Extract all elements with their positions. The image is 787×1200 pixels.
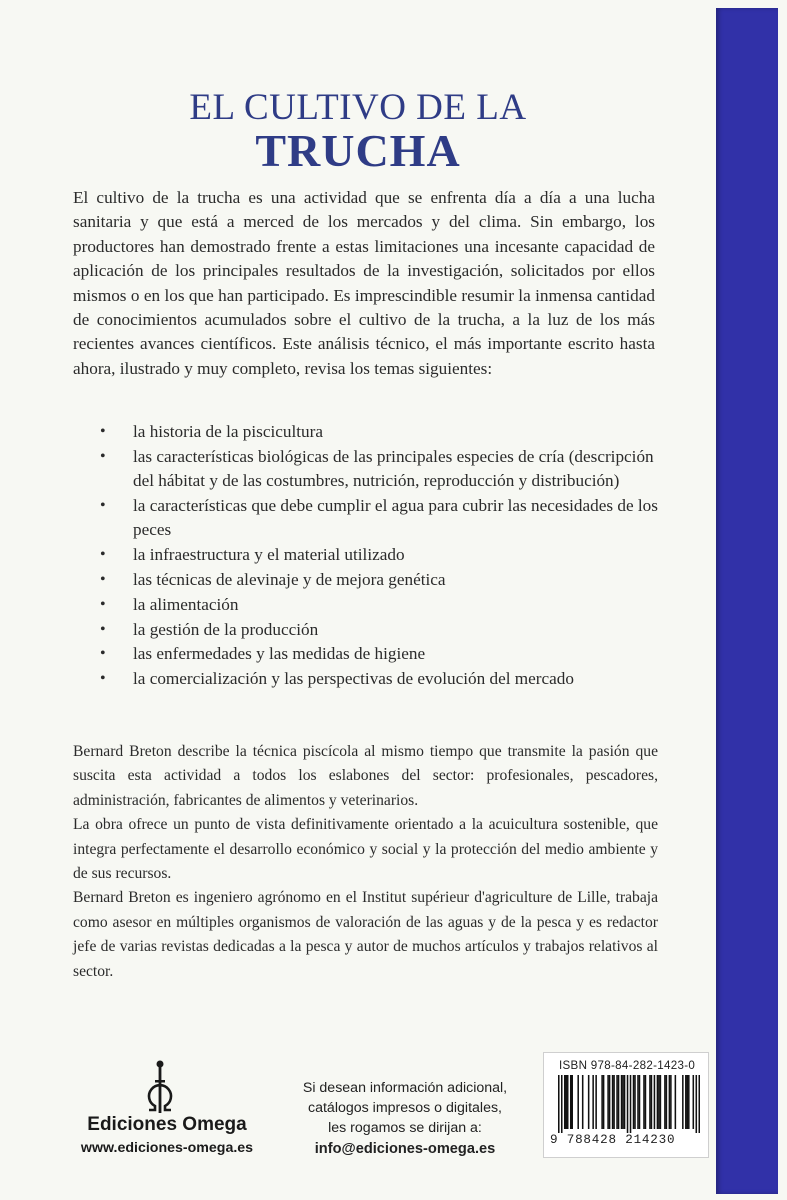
- barcode-bar: [577, 1075, 579, 1129]
- barcode-bar: [657, 1075, 659, 1129]
- topic-text: la alimentación: [133, 594, 239, 614]
- barcode-bar: [693, 1075, 695, 1129]
- barcode-bar: [685, 1075, 687, 1129]
- barcode-digits: 9 788428 214230: [550, 1133, 676, 1147]
- description-paragraph: La obra ofrece un punto de vista definitivamente orientado a la acuicultura sostenible, que integra perfectamente el desarrollo económico y social y la protección del medio ambiente y de sus recursos.: [73, 816, 658, 883]
- bullet-icon: •: [100, 447, 106, 465]
- topic-item: [100, 642, 660, 666]
- topic-item: [100, 667, 660, 691]
- topic-text: las características biológicas de las principales especies de cría (descripción del hábitat y de las costumbres, nutrición, reproducción y distribución): [133, 446, 654, 491]
- barcode-bar: [592, 1075, 594, 1129]
- barcode-bar: [616, 1075, 618, 1129]
- barcode-bar: [567, 1075, 569, 1129]
- bullet-icon: •: [100, 423, 106, 440]
- book-spine: [716, 8, 778, 1194]
- topic-text: las técnicas de alevinaje y de mejora genética: [133, 570, 446, 589]
- barcode-bar: [682, 1075, 684, 1129]
- bullet-icon: •: [100, 571, 106, 588]
- barcode-bar: [658, 1075, 660, 1129]
- barcode-bar: [637, 1075, 639, 1129]
- omega-logo-icon: [140, 1058, 180, 1116]
- title-line-1: EL CULTIVO DE LA: [189, 87, 527, 128]
- barcode-bar: [654, 1075, 656, 1129]
- topic-text: la historia de la piscicultura: [133, 422, 323, 441]
- barcode-bar: [627, 1075, 629, 1133]
- bullet-icon: •: [100, 670, 106, 688]
- topic-text: la infraestructura y el material utilizado: [133, 545, 405, 565]
- publisher-name: Ediciones Omega: [87, 1114, 247, 1135]
- title-line-2: TRUCHA: [255, 125, 461, 176]
- contact-line: catálogos impresos o digitales,: [308, 1100, 502, 1116]
- contact-line: les rogamos se dirijan a:: [328, 1120, 482, 1136]
- barcode-bar: [664, 1075, 666, 1129]
- barcode-bar: [675, 1075, 677, 1129]
- bullet-icon: •: [100, 546, 106, 564]
- author-description: [73, 740, 658, 984]
- barcode-bar: [621, 1075, 623, 1129]
- topic-text: la comercialización y las perspectivas de evolución del mercado: [133, 669, 574, 689]
- barcode-bar: [643, 1075, 645, 1129]
- topic-item: [100, 568, 660, 592]
- intro-paragraph: El cultivo de la trucha es una actividad que se enfrenta día a día a una lucha sanitaria y que está a merced de los mercados y del clima. Sin embargo, los productores han demostrado frente a estas limitaciones una incesante capacidad de aplicación de los principales resultados de la investigación, solicitados por ellos mismos o en los que han participado. Es imprescindible resumir la inmensa cantidad de conocimientos acumulados sobre el cultivo de la trucha, a la luz de los más recientes avances científicos. Este análisis técnico, el más importante escrito hasta ahora, ilustrado y muy completo, revisa los temas siguientes:: [73, 188, 655, 378]
- bullet-icon: •: [100, 497, 106, 514]
- barcode-bar: [612, 1075, 614, 1129]
- topic-item: [100, 494, 660, 543]
- barcode-bar: [639, 1075, 641, 1129]
- barcode-bar: [618, 1075, 620, 1129]
- barcode-bar: [660, 1075, 662, 1129]
- barcode-bar: [630, 1075, 632, 1133]
- topic-text: la gestión de la producción: [133, 619, 319, 639]
- barcode-bar: [622, 1075, 624, 1129]
- barcode-bar: [624, 1075, 626, 1129]
- barcode-bar: [582, 1075, 584, 1129]
- topics-list: [100, 420, 660, 692]
- barcode-bar: [670, 1075, 672, 1129]
- bullet-icon: •: [100, 620, 106, 638]
- barcode-bar: [588, 1075, 590, 1129]
- description-paragraph: Bernard Breton describe la técnica piscícola al mismo tiempo que transmite la pasión que suscita esta actividad a todos los eslabones del sector: profesionales, pescadores, administración, fabricantes de alimentos y veterinarios.: [73, 743, 658, 809]
- barcode-bar: [564, 1075, 566, 1129]
- barcode-bar: [603, 1075, 605, 1129]
- barcode-bar: [609, 1075, 611, 1129]
- barcode-bar: [666, 1075, 668, 1129]
- contact-email: info@ediciones-omega.es: [314, 1141, 496, 1157]
- barcode-bar: [558, 1075, 560, 1133]
- contact-info: [270, 1078, 540, 1159]
- barcode-bar: [669, 1075, 671, 1129]
- isbn-label: ISBN 978-84-282-1423-0: [559, 1059, 696, 1072]
- barcode-bar: [696, 1075, 698, 1133]
- topic-item: [100, 445, 660, 494]
- barcode-bar: [688, 1075, 690, 1129]
- barcode-bar: [601, 1075, 603, 1129]
- bullet-icon: •: [100, 595, 106, 613]
- barcode-bar: [607, 1075, 609, 1129]
- barcode-bar: [651, 1075, 653, 1129]
- barcode-bar: [633, 1075, 635, 1129]
- barcode-bar: [613, 1075, 615, 1129]
- isbn-barcode: [543, 1052, 709, 1158]
- barcode-bars: [558, 1075, 700, 1133]
- barcode-bar: [649, 1075, 651, 1129]
- contact-line: Si desean información adicional,: [302, 1080, 508, 1096]
- description-paragraph: Bernard Breton es ingeniero agrónomo en el Institut supérieur d'agriculture de Lille, trabaja como asesor en múltiples organismos de valoración de las aguas y de la pesca y es redactor jefe de varias revistas dedicadas a la pesca y autor de muchos artículos y trabajos relativos al sector.: [73, 889, 658, 980]
- topic-text: la características que debe cumplir el agua para cubrir las necesidades de los peces: [133, 496, 658, 540]
- topic-item: [100, 593, 660, 617]
- barcode-bar: [634, 1075, 636, 1129]
- topic-text: las enfermedades y las medidas de higiene: [133, 644, 426, 664]
- bullet-icon: •: [100, 645, 106, 663]
- barcode-bar: [687, 1075, 689, 1129]
- barcode-bar: [571, 1075, 573, 1129]
- barcode-bar: [645, 1075, 647, 1129]
- barcode-bar: [595, 1075, 597, 1129]
- barcode-bar: [561, 1075, 563, 1133]
- barcode-bar: [699, 1075, 700, 1133]
- barcode-bar: [570, 1075, 572, 1129]
- topic-item: [100, 543, 660, 567]
- topic-item: [100, 420, 660, 444]
- barcode-bar: [565, 1075, 567, 1129]
- topic-item: [100, 618, 660, 642]
- publisher-website: www.ediciones-omega.es: [80, 1140, 254, 1156]
